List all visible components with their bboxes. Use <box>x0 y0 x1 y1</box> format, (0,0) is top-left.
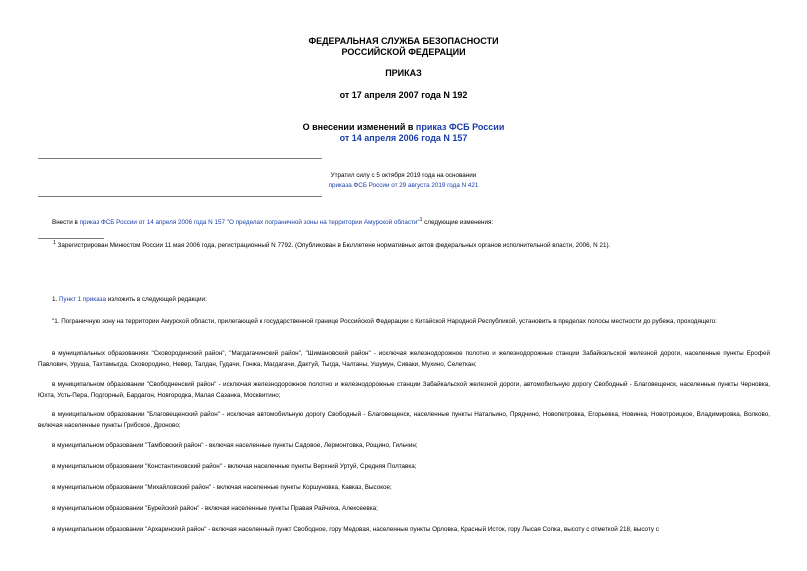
item-1-paragraph <box>38 295 770 306</box>
paragraph-tambov: в муниципальном образовании "Тамбовский район" - включая населенные пункты Садовое, Лермонтовка, Рощино, Гильчин; <box>52 442 418 449</box>
document-title-line1 <box>0 122 807 133</box>
document-type: ПРИКАЗ <box>385 68 422 78</box>
paragraph-svobodny: в муниципальном образовании "Свободненский район" - исключая железнодорожное полотно и железнодорожные станции Забайкальской железной дороги, автомобильную дорогу Свободный - Благовещенск, населенные пункты Черновка, Юхта, Усть-Пера, Подгорный, Бардагон, Новгородка, Малая Сазанка, Москвитино; <box>38 381 770 399</box>
item-1-suffix: изложить в следующей редакции: <box>106 296 207 303</box>
paragraph-blagoveshchensk: в муниципальном образовании "Благовещенский район" - исключая автомобильную дорогу Свободный - Благовещенск, населенные пункты Натальино, Прядчино, Новопетровка, Егорьевка, Новинка, Новотроицкое, Владимировка, Волково, включая населенные пункты Грибское, Дроново; <box>38 411 770 429</box>
paragraph-konstantinovka: в муниципальном образовании "Константиновский район" - включая населенные пункты Верхний Уртуй, Средняя Полтавка; <box>52 463 417 470</box>
footnote-text: Зарегистрирован Минюстом России 11 мая 2006 года, регистрационный N 7792. (Опубликован в Бюллетене нормативных актов федеральных органов исполнительной власти, 2006, N 21). <box>55 242 611 249</box>
intro-suffix: следующие изменения: <box>422 219 494 226</box>
paragraph-border-zone: "1. Пограничную зону на территории Амурской области, прилегающей к государственной границе Российской Федерации с Китайской Народной Республикой, установить в пределах полосы местности до рубежа, проходящего: <box>52 318 717 325</box>
footnote-rule <box>38 238 104 239</box>
agency-name-line1: ФЕДЕРАЛЬНАЯ СЛУЖБА БЕЗОПАСНОСТИ <box>308 36 499 46</box>
amended-order-link[interactable]: приказ ФСБ России <box>415 122 505 132</box>
intro-paragraph <box>38 218 770 229</box>
amended-order-date-link[interactable]: от 14 апреля 2006 года N 157 <box>339 133 468 143</box>
title-prefix: О внесении изменений в <box>302 122 416 132</box>
item-1-number: 1. <box>52 296 60 303</box>
paragraph-bureya: в муниципальном образовании "Бурейский район" - включая населенные пункты Правая Райчиха, Алексеевка; <box>52 505 378 512</box>
paragraph-mikhailovka: в муниципальном образовании "Михайловский район" - включая населенные пункты Коршуновка, Кавказ, Высокое; <box>52 484 392 491</box>
separator-rule-bottom <box>38 196 322 197</box>
paragraph-arkhara: в муниципальном образовании "Архаринский район" - включая населенный пункт Свободное, гору Медовая, населенные пункты Орловка, Красный Исток, гору Лысая Сопка, высоту с отметкой 218, высоту с <box>52 526 659 533</box>
amended-order-full-link[interactable]: приказ ФСБ России от 14 апреля 2006 года N 157 "О пределах пограничной зоны на территории Амурской области" <box>79 219 420 226</box>
separator-rule-top <box>38 158 322 159</box>
status-note: Утратил силу с 5 октября 2019 года на основании <box>330 172 477 179</box>
document-title-line2 <box>0 133 807 144</box>
footnote-reference[interactable]: 1 <box>419 216 423 223</box>
paragraph-skovorodino: в муниципальных образованиях "Сковородинский район", "Магдагачинский район", "Шимановский район" - исключая железнодорожное полотно и железнодорожные станции Забайкальской железной дороги, населенные пункты Ерофей Павлович, Уруша, Тахтамыгда, Сковородино, Невер, Талдан, Гудачи, Гонжа, Магдагачи, Дактуй, Тыгда, Чалганы, Ушумун, Сиваки, Мухино, Селеткан; <box>38 350 770 368</box>
item-1-link[interactable]: Пункт 1 приказа <box>59 296 107 303</box>
footnote-mark: 1 <box>53 239 56 246</box>
intro-prefix: Внести в <box>52 219 80 226</box>
document-date: от 17 апреля 2007 года N 192 <box>339 90 468 100</box>
repealing-order-link[interactable]: приказа ФСБ России от 29 августа 2019 года N 421 <box>328 182 479 189</box>
agency-name-line2: РОССИЙСКОЙ ФЕДЕРАЦИИ <box>341 47 466 57</box>
footnote <box>53 241 773 250</box>
